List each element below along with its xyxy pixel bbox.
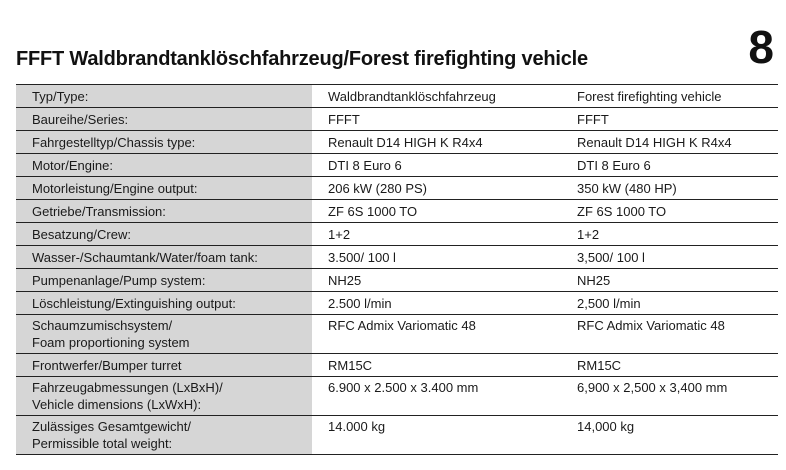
row-label-line: Typ/Type: <box>32 89 89 104</box>
row-label <box>16 223 312 246</box>
table-row <box>16 108 778 131</box>
row-label <box>16 354 312 377</box>
value-english: RFC Admix Variomatic 48 <box>577 318 725 333</box>
value-german: 2.500 l/min <box>328 296 392 311</box>
table-row <box>16 177 778 200</box>
row-label-line: Wasser-/Schaumtank/Water/foam tank: <box>32 250 258 265</box>
table-row <box>16 246 778 269</box>
value-english: 1+2 <box>577 227 600 242</box>
table-row <box>16 354 778 377</box>
value-german: FFFT <box>328 112 360 127</box>
value-english: 6,900 x 2,500 x 3,400 mm <box>577 380 728 395</box>
row-label-line: Vehicle dimensions (LxWxH): <box>32 397 202 412</box>
value-german: Renault D14 HIGH K R4x4 <box>328 135 483 150</box>
value-english: RM15C <box>577 358 622 373</box>
row-label-line: Besatzung/Crew: <box>32 227 131 242</box>
table-row <box>16 292 778 315</box>
row-label <box>16 246 312 269</box>
row-label <box>16 315 312 354</box>
value-english: DTI 8 Euro 6 <box>577 158 651 173</box>
value-english: NH25 <box>577 273 611 288</box>
specification-table <box>16 84 778 455</box>
value-german: NH25 <box>328 273 362 288</box>
row-label <box>16 131 312 154</box>
value-english: ZF 6S 1000 TO <box>577 204 667 219</box>
row-label-line: Motorleistung/Engine output: <box>32 181 198 196</box>
value-german: ZF 6S 1000 TO <box>328 204 418 219</box>
table-row <box>16 416 778 455</box>
row-label-line: Fahrzeugabmessungen (LxBxH)/ <box>32 380 223 395</box>
page-number: 8 <box>748 21 774 73</box>
table-row <box>16 315 778 354</box>
value-english: 14,000 kg <box>577 419 635 434</box>
value-english: 2,500 l/min <box>577 296 641 311</box>
value-german: DTI 8 Euro 6 <box>328 158 402 173</box>
value-german: RFC Admix Variomatic 48 <box>328 318 476 333</box>
value-german: 3.500/ 100 l <box>328 250 396 265</box>
value-german: 14.000 kg <box>328 419 386 434</box>
table-row <box>16 154 778 177</box>
row-label <box>16 200 312 223</box>
row-label-line: Löschleistung/Extinguishing output: <box>32 296 236 311</box>
row-label <box>16 269 312 292</box>
row-label-line: Permissible total weight: <box>32 436 173 451</box>
row-label <box>16 377 312 416</box>
row-label <box>16 154 312 177</box>
row-label-line: Zulässiges Gesamtgewicht/ <box>32 419 191 434</box>
value-english: 350 kW (480 HP) <box>577 181 677 196</box>
value-german: Waldbrandtanklöschfahrzeug <box>328 89 496 104</box>
row-label-line: Fahrgestelltyp/Chassis type: <box>32 135 196 150</box>
row-label-line: Pumpenanlage/Pump system: <box>32 273 206 288</box>
row-label-line: Getriebe/Transmission: <box>32 204 166 219</box>
value-german: RM15C <box>328 358 373 373</box>
table-row <box>16 131 778 154</box>
value-english: Forest firefighting vehicle <box>577 89 722 104</box>
table-row <box>16 269 778 292</box>
row-label-line: Frontwerfer/Bumper turret <box>32 358 182 373</box>
row-label <box>16 85 312 108</box>
value-english: Renault D14 HIGH K R4x4 <box>577 135 732 150</box>
table-row <box>16 85 778 108</box>
table-row <box>16 223 778 246</box>
value-german: 6.900 x 2.500 x 3.400 mm <box>328 380 479 395</box>
row-label <box>16 416 312 455</box>
row-label-line: Baureihe/Series: <box>32 112 129 127</box>
table-row <box>16 377 778 416</box>
row-label-line: Foam proportioning system <box>32 335 190 350</box>
value-english: FFFT <box>577 112 609 127</box>
row-label <box>16 177 312 200</box>
row-label-line: Motor/Engine: <box>32 158 113 173</box>
value-english: 3,500/ 100 l <box>577 250 645 265</box>
row-label <box>16 108 312 131</box>
row-label-line: Schaumzumischsystem/ <box>32 318 173 333</box>
table-row <box>16 200 778 223</box>
row-label <box>16 292 312 315</box>
page-title: FFFT Waldbrandtanklöschfahrzeug/Forest firefighting vehicle <box>16 48 588 70</box>
value-german: 206 kW (280 PS) <box>328 181 427 196</box>
value-german: 1+2 <box>328 227 351 242</box>
